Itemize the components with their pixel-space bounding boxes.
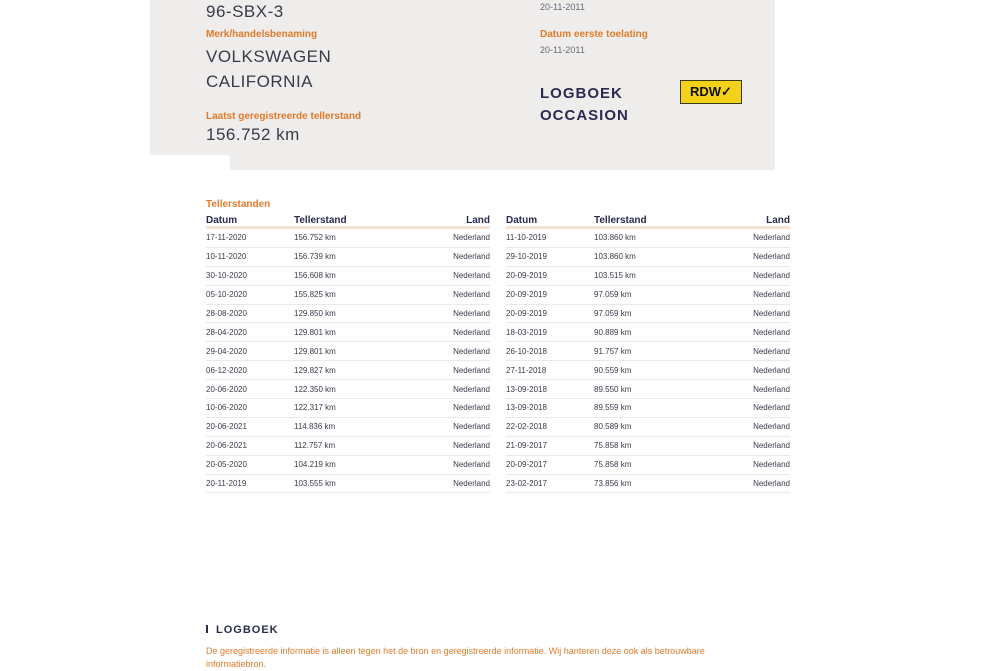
cell-date: 20-06-2021 xyxy=(206,436,294,455)
cell-land: Nederland xyxy=(384,266,490,285)
cell-km: 90.889 km xyxy=(594,323,684,342)
license-plate: 96-SBX-3 xyxy=(206,2,284,21)
cell-km: 103.515 km xyxy=(594,266,684,285)
brand-line-2: CALIFORNIA xyxy=(206,72,314,91)
cell-land: Nederland xyxy=(684,266,790,285)
cell-km: 129.801 km xyxy=(294,323,384,342)
table-row xyxy=(206,361,490,380)
cell-date: 20-09-2019 xyxy=(506,266,594,285)
footer-logo-text: LOGBOEK xyxy=(216,624,279,636)
cell-date: 28-08-2020 xyxy=(206,304,294,323)
table-row xyxy=(206,266,490,285)
cell-km: 97.059 km xyxy=(594,285,684,304)
cell-land: Nederland xyxy=(384,304,490,323)
table-row xyxy=(506,304,790,323)
table-row xyxy=(506,436,790,455)
cell-km: 103.555 km xyxy=(294,474,384,493)
cell-km: 155.825 km xyxy=(294,285,384,304)
cell-km: 91.757 km xyxy=(594,342,684,361)
cell-land: Nederland xyxy=(384,285,490,304)
cell-date: 28-04-2020 xyxy=(206,323,294,342)
cell-km: 156.608 km xyxy=(294,266,384,285)
header-km: Tellerstand xyxy=(294,214,384,228)
table-row xyxy=(206,228,490,248)
logboek-occasion-logo xyxy=(540,83,629,127)
mileage-label: Laatst geregistreerde tellerstand xyxy=(206,111,362,122)
footer-logo xyxy=(206,624,279,636)
cell-land: Nederland xyxy=(684,361,790,380)
cell-km: 122.317 km xyxy=(294,399,384,418)
table-row xyxy=(506,247,790,266)
cell-km: 129.801 km xyxy=(294,342,384,361)
cell-date: 17-11-2020 xyxy=(206,228,294,248)
cell-date: 20-11-2019 xyxy=(206,474,294,493)
table-row xyxy=(206,436,490,455)
cell-land: Nederland xyxy=(384,417,490,436)
cell-land: Nederland xyxy=(384,228,490,248)
cell-km: 112.757 km xyxy=(294,436,384,455)
header-land: Land xyxy=(384,214,490,228)
cell-land: Nederland xyxy=(684,399,790,418)
table-row xyxy=(506,228,790,248)
cell-km: 97.059 km xyxy=(594,304,684,323)
table-row xyxy=(506,285,790,304)
cell-land: Nederland xyxy=(684,342,790,361)
table-row xyxy=(506,266,790,285)
cell-date: 06-12-2020 xyxy=(206,361,294,380)
table-row xyxy=(506,323,790,342)
table-row xyxy=(206,285,490,304)
cell-land: Nederland xyxy=(684,455,790,474)
table-row xyxy=(206,399,490,418)
cell-land: Nederland xyxy=(684,285,790,304)
table-row xyxy=(506,474,790,493)
rdw-badge: RDW✓ xyxy=(680,80,742,104)
cell-land: Nederland xyxy=(384,342,490,361)
cell-date: 10-06-2020 xyxy=(206,399,294,418)
cell-date: 20-09-2017 xyxy=(506,455,594,474)
table-row xyxy=(506,417,790,436)
cell-date: 29-10-2019 xyxy=(506,247,594,266)
cell-land: Nederland xyxy=(684,247,790,266)
cell-km: 75.858 km xyxy=(594,455,684,474)
disclaimer-text: De geregistreerde informatie is alleen tegen het de bron en geregistreerde informatie. Wij hanteren deze ook als betrouwbare informatiebron. xyxy=(206,646,705,669)
cell-km: 73.856 km xyxy=(594,474,684,493)
table-header-row xyxy=(206,214,490,228)
cell-land: Nederland xyxy=(684,474,790,493)
cell-date: 13-09-2018 xyxy=(506,399,594,418)
cell-km: 103.860 km xyxy=(594,228,684,248)
history-title: Tellerstanden xyxy=(206,199,271,210)
table-row xyxy=(206,323,490,342)
brand-label: Merk/handelsbenaming xyxy=(206,29,318,40)
table-row xyxy=(506,399,790,418)
cell-km: 80.589 km xyxy=(594,417,684,436)
cell-date: 22-02-2018 xyxy=(506,417,594,436)
table-row xyxy=(206,455,490,474)
cell-date: 27-11-2018 xyxy=(506,361,594,380)
cell-land: Nederland xyxy=(384,436,490,455)
cell-land: Nederland xyxy=(684,323,790,342)
cell-km: 75.858 km xyxy=(594,436,684,455)
first-registration-label: Datum eerste toelating xyxy=(540,29,648,40)
cell-km: 122.350 km xyxy=(294,380,384,399)
brand-line-1: VOLKSWAGEN xyxy=(206,47,332,66)
cell-land: Nederland xyxy=(684,417,790,436)
cell-land: Nederland xyxy=(384,247,490,266)
cell-date: 10-11-2020 xyxy=(206,247,294,266)
cell-date: 20-09-2019 xyxy=(506,304,594,323)
table-row xyxy=(506,342,790,361)
table-header-row xyxy=(506,214,790,228)
cell-date: 20-06-2021 xyxy=(206,417,294,436)
cell-land: Nederland xyxy=(384,323,490,342)
table-row xyxy=(206,380,490,399)
header-date: Datum xyxy=(206,214,294,228)
cell-date: 26-10-2018 xyxy=(506,342,594,361)
cell-km: 129.827 km xyxy=(294,361,384,380)
top-date: 20-11-2011 xyxy=(540,2,585,12)
mileage-value: 156.752 km xyxy=(206,125,300,144)
first-registration-date: 20-11-2011 xyxy=(540,45,585,55)
history-table-right xyxy=(506,214,790,493)
cell-km: 129.850 km xyxy=(294,304,384,323)
cell-date: 05-10-2020 xyxy=(206,285,294,304)
cell-land: Nederland xyxy=(384,399,490,418)
cell-km: 104.219 km xyxy=(294,455,384,474)
cell-date: 20-06-2020 xyxy=(206,380,294,399)
cell-km: 114.836 km xyxy=(294,417,384,436)
cell-date: 21-09-2017 xyxy=(506,436,594,455)
cell-date: 18-03-2019 xyxy=(506,323,594,342)
cell-land: Nederland xyxy=(384,455,490,474)
table-row xyxy=(206,304,490,323)
cell-km: 103.860 km xyxy=(594,247,684,266)
cell-date: 20-05-2020 xyxy=(206,455,294,474)
table-row xyxy=(506,361,790,380)
cell-land: Nederland xyxy=(384,474,490,493)
table-row xyxy=(206,474,490,493)
table-row xyxy=(206,247,490,266)
cell-km: 90.559 km xyxy=(594,361,684,380)
history-table-left xyxy=(206,214,490,493)
cell-land: Nederland xyxy=(684,436,790,455)
table-row xyxy=(206,342,490,361)
cell-date: 23-02-2017 xyxy=(506,474,594,493)
cell-land: Nederland xyxy=(684,228,790,248)
cell-land: Nederland xyxy=(384,361,490,380)
cell-land: Nederland xyxy=(384,380,490,399)
cell-date: 13-09-2018 xyxy=(506,380,594,399)
logo-line-2: OCCASION xyxy=(540,107,629,124)
logo-mark-icon xyxy=(206,625,214,633)
cell-km: 89.559 km xyxy=(594,399,684,418)
table-row xyxy=(206,417,490,436)
cell-land: Nederland xyxy=(684,304,790,323)
logo-line-1: LOGBOEK xyxy=(540,85,623,102)
header-km: Tellerstand xyxy=(594,214,684,228)
cell-date: 30-10-2020 xyxy=(206,266,294,285)
card-notch xyxy=(150,155,230,171)
header-land: Land xyxy=(684,214,790,228)
cell-km: 89.550 km xyxy=(594,380,684,399)
cell-km: 156.752 km xyxy=(294,228,384,248)
table-row xyxy=(506,455,790,474)
cell-date: 20-09-2019 xyxy=(506,285,594,304)
cell-km: 156.739 km xyxy=(294,247,384,266)
header-date: Datum xyxy=(506,214,594,228)
cell-date: 11-10-2019 xyxy=(506,228,594,248)
table-row xyxy=(506,380,790,399)
cell-land: Nederland xyxy=(684,380,790,399)
cell-date: 29-04-2020 xyxy=(206,342,294,361)
